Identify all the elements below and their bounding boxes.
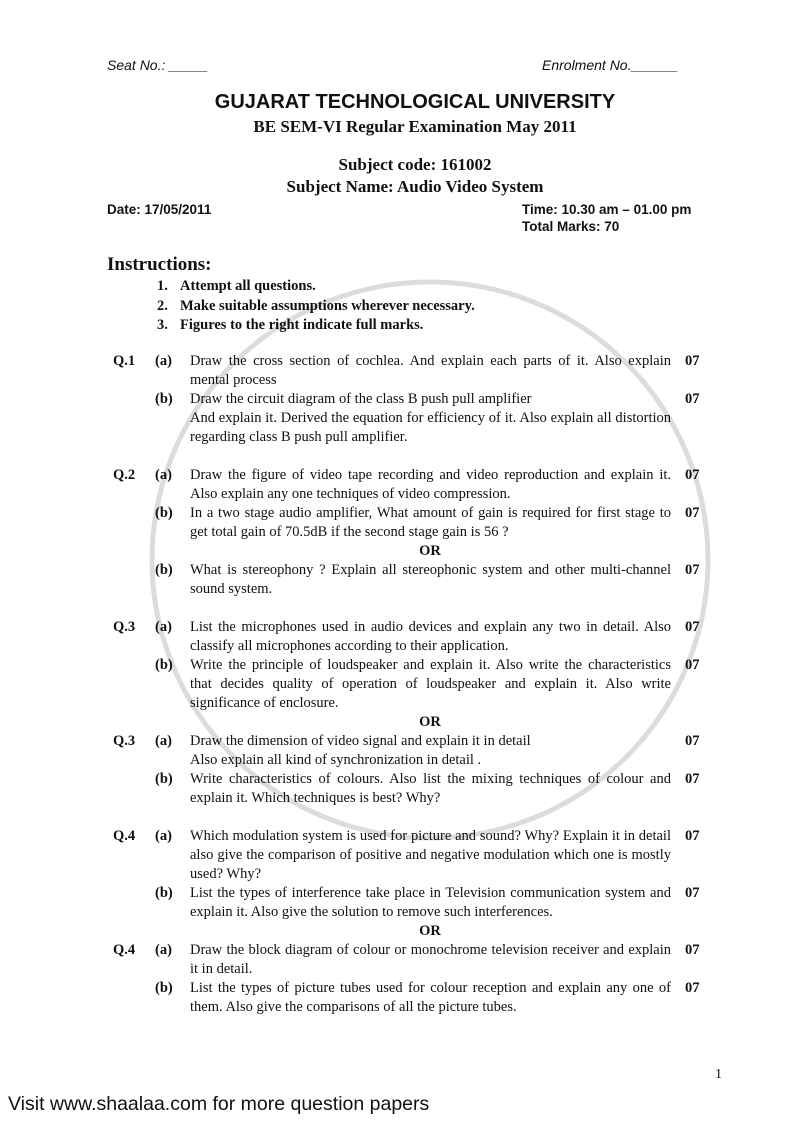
question-text: Write the principle of loudspeaker and explain it. Also write the characteristics that decides quality of operation of loudspeaker and explain it. Also write significance of enclosure. xyxy=(190,657,671,711)
total-marks: Total Marks: 70 xyxy=(522,219,620,234)
question-number: Q.3 xyxy=(113,619,136,635)
page-number: 1 xyxy=(715,1067,722,1082)
question-row xyxy=(0,466,800,504)
footer-link-text: Visit www.shaalaa.com for more question papers xyxy=(8,1093,430,1115)
question-part-label: (a) xyxy=(155,733,172,749)
question-marks: 07 xyxy=(685,353,700,369)
subject-name: Subject Name: Audio Video System xyxy=(286,177,544,196)
question-text: List the microphones used in audio devices and explain any two in detail. Also classify all microphones according to their application. xyxy=(190,619,671,654)
question-marks: 07 xyxy=(685,828,700,844)
question-row xyxy=(0,770,800,808)
instruction-number: 2. xyxy=(157,298,168,314)
or-separator: OR xyxy=(419,714,441,730)
question-text: Which modulation system is used for picture and sound? Why? Explain it in detail also give the comparison of positive and negative modulation which one is mostly used? Why? xyxy=(190,828,671,882)
question-part-label: (b) xyxy=(155,771,173,787)
question-part-label: (b) xyxy=(155,980,173,996)
or-separator: OR xyxy=(419,923,441,939)
question-marks: 07 xyxy=(685,619,700,635)
question-number: Q.4 xyxy=(113,828,136,844)
question-marks: 07 xyxy=(685,733,700,749)
subject-code: Subject code: 161002 xyxy=(338,155,492,174)
question-text: Draw the figure of video tape recording and video reproduction and explain it. Also explain any one techniques of video compression. xyxy=(190,467,671,502)
question-row xyxy=(0,732,800,770)
question-number: Q.3 xyxy=(113,733,136,749)
question-number: Q.1 xyxy=(113,353,136,369)
question-number: Q.2 xyxy=(113,467,136,483)
question-row xyxy=(0,884,800,922)
question-part-label: (b) xyxy=(155,562,173,578)
question-part-label: (b) xyxy=(155,505,173,521)
question-text: List the types of picture tubes used for colour reception and explain any one of them. Also give the comparisons of all the picture tubes. xyxy=(190,980,671,1015)
question-row xyxy=(0,827,800,884)
instruction-text: Make suitable assumptions wherever necessary. xyxy=(180,298,475,314)
question-row xyxy=(0,504,800,542)
question-marks: 07 xyxy=(685,562,700,578)
question-row xyxy=(0,941,800,979)
question-row xyxy=(0,618,800,656)
question-marks: 07 xyxy=(685,391,700,407)
question-marks: 07 xyxy=(685,657,700,673)
question-row xyxy=(0,561,800,599)
question-marks: 07 xyxy=(685,885,700,901)
question-part-label: (b) xyxy=(155,391,173,407)
question-marks: 07 xyxy=(685,505,700,521)
question-text: List the types of interference take place in Television communication system and explain it. Also give the solution to remove such interferences. xyxy=(190,885,671,920)
question-text: What is stereophony ? Explain all stereophonic system and other multi-channel sound system. xyxy=(190,562,671,597)
question-marks: 07 xyxy=(685,771,700,787)
question-text: Draw the dimension of video signal and explain it in detail Also explain all kind of synchronization in detail . xyxy=(190,733,531,768)
or-separator: OR xyxy=(419,543,441,559)
question-row xyxy=(0,656,800,713)
question-part-label: (a) xyxy=(155,828,172,844)
question-row xyxy=(0,390,800,447)
question-part-label: (b) xyxy=(155,657,173,673)
question-row xyxy=(0,352,800,390)
seat-number-field: Seat No.: _____ xyxy=(107,57,209,73)
enrolment-number-field: Enrolment No.______ xyxy=(542,57,679,73)
question-part-label: (b) xyxy=(155,885,173,901)
question-row xyxy=(0,979,800,1017)
question-marks: 07 xyxy=(685,942,700,958)
question-text: Draw the circuit diagram of the class B push pull amplifier And explain it. Derived the equation for efficiency of it. Also explain all distortion regarding class B push pull amplifier. xyxy=(190,391,671,445)
question-part-label: (a) xyxy=(155,942,172,958)
questions-list xyxy=(0,352,800,1017)
instruction-number: 1. xyxy=(157,278,168,294)
exam-date: Date: 17/05/2011 xyxy=(107,202,212,217)
question-part-label: (a) xyxy=(155,467,172,483)
instruction-text: Figures to the right indicate full marks. xyxy=(180,317,424,333)
exam-time: Time: 10.30 am – 01.00 pm xyxy=(522,202,692,217)
question-text: Draw the cross section of cochlea. And explain each parts of it. Also explain mental process xyxy=(190,353,671,388)
question-marks: 07 xyxy=(685,980,700,996)
university-title: GUJARAT TECHNOLOGICAL UNIVERSITY xyxy=(214,91,616,113)
question-text: Draw the block diagram of colour or monochrome television receiver and explain it in detail. xyxy=(190,942,671,977)
question-part-label: (a) xyxy=(155,619,172,635)
instruction-number: 3. xyxy=(157,317,168,333)
question-text: In a two stage audio amplifier, What amount of gain is required for first stage to get total gain of 70.5dB if the second stage gain is 56 ? xyxy=(190,505,671,540)
instructions-heading: Instructions: xyxy=(107,254,212,275)
instruction-text: Attempt all questions. xyxy=(180,278,316,294)
question-marks: 07 xyxy=(685,467,700,483)
question-number: Q.4 xyxy=(113,942,136,958)
exam-title: BE SEM-VI Regular Examination May 2011 xyxy=(253,117,577,136)
question-text: Write characteristics of colours. Also list the mixing techniques of colour and explain it. Which techniques is best? Why? xyxy=(190,771,671,806)
question-part-label: (a) xyxy=(155,353,172,369)
